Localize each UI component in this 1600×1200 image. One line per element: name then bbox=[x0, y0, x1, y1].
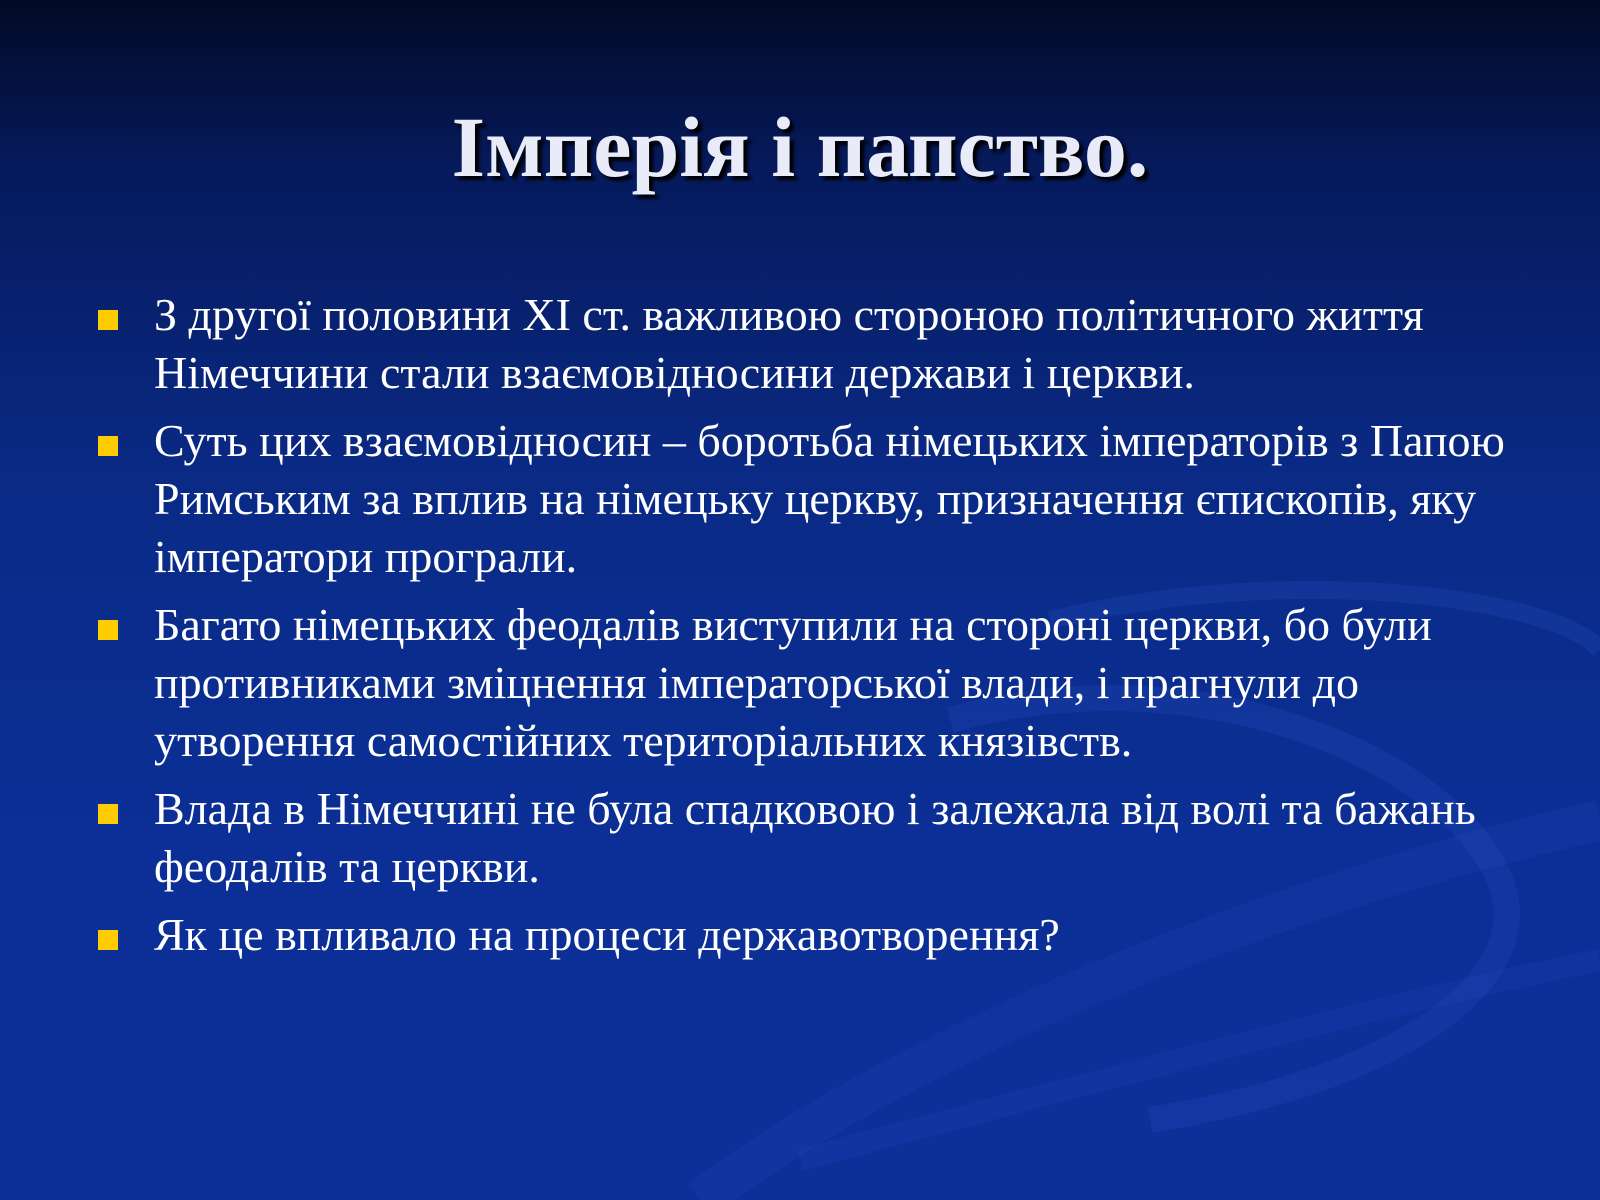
bullet-list bbox=[98, 286, 1518, 974]
list-item bbox=[98, 286, 1518, 402]
bullet-text: Суть цих взаємовідносин – боротьба німецьких імператорів з Папою Римським за вплив на німецьку церкву, призначення єпископів, яку імператори програли. bbox=[154, 415, 1505, 582]
bullet-text: Багато німецьких феодалів виступили на стороні церкви, бо були противниками зміцнення імператорської влади, і прагнули до утворення самостійних територіальних князівств. bbox=[154, 599, 1432, 766]
list-item bbox=[98, 906, 1518, 964]
bullet-text: Як це впливало на процеси державотворення? bbox=[154, 909, 1060, 960]
list-item bbox=[98, 780, 1518, 896]
bullet-text: З другої половини ХІ ст. важливою стороною політичного життя Німеччини стали взаємовідносини держави і церкви. bbox=[154, 289, 1424, 398]
square-bullet-icon bbox=[98, 804, 118, 824]
square-bullet-icon bbox=[98, 310, 118, 330]
bullet-text: Влада в Німеччині не була спадковою і залежала від волі та бажань феодалів та церкви. bbox=[154, 783, 1476, 892]
list-item bbox=[98, 412, 1518, 586]
slide-title: Імперія і папство. bbox=[451, 99, 1149, 195]
list-item bbox=[98, 596, 1518, 770]
square-bullet-icon bbox=[98, 930, 118, 950]
square-bullet-icon bbox=[98, 620, 118, 640]
square-bullet-icon bbox=[98, 436, 118, 456]
